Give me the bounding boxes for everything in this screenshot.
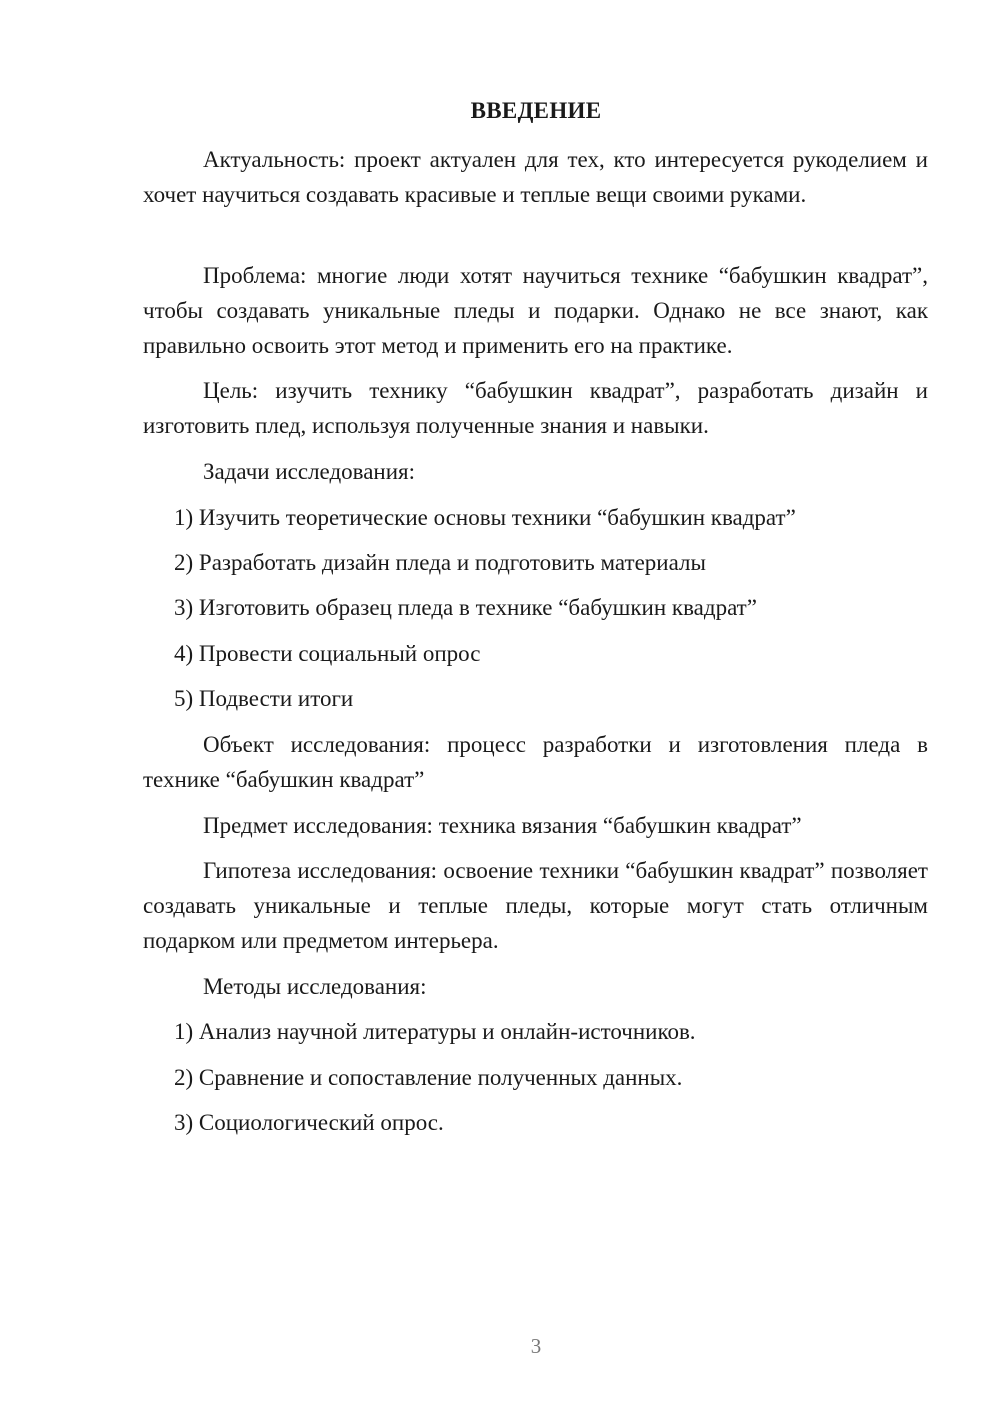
page-title: ВВЕДЕНИЕ bbox=[470, 98, 602, 123]
problem-paragraph: Проблема: многие люди хотят научиться технике “бабушкин квадрат”, чтобы создавать уникальные пледы и подарки. Однако не все знают, как правильно освоить этот метод и применить его на практике. bbox=[143, 263, 928, 358]
task-item: 1) Изучить теоретические основы техники “бабушкин квадрат” bbox=[174, 505, 796, 530]
task-item: 5) Подвести итоги bbox=[174, 686, 354, 711]
task-item: 2) Разработать дизайн пледа и подготовить материалы bbox=[174, 550, 706, 575]
methods-heading: Методы исследования: bbox=[203, 974, 427, 999]
task-item: 3) Изготовить образец пледа в технике “бабушкин квадрат” bbox=[174, 595, 757, 620]
task-item: 4) Провести социальный опрос bbox=[174, 641, 481, 666]
method-item: 2) Сравнение и сопоставление полученных данных. bbox=[174, 1065, 683, 1090]
method-item: 3) Социологический опрос. bbox=[174, 1110, 444, 1135]
hypothesis-paragraph: Гипотеза исследования: освоение техники “бабушкин квадрат” позволяет создавать уникальные и теплые пледы, которые могут стать отличным подарком или предметом интерьера. bbox=[143, 858, 928, 953]
goal-paragraph: Цель: изучить технику “бабушкин квадрат”, разработать дизайн и изготовить плед, используя полученные знания и навыки. bbox=[143, 378, 928, 438]
subject-paragraph: Предмет исследования: техника вязания “бабушкин квадрат” bbox=[203, 813, 802, 838]
relevance-paragraph: Актуальность: проект актуален для тех, кто интересуется рукоделием и хочет научиться создавать красивые и теплые вещи своими руками. bbox=[143, 147, 928, 207]
object-paragraph: Объект исследования: процесс разработки и изготовления пледа в технике “бабушкин квадрат” bbox=[143, 732, 928, 792]
tasks-heading: Задачи исследования: bbox=[203, 459, 416, 484]
method-item: 1) Анализ научной литературы и онлайн-источников. bbox=[174, 1019, 696, 1044]
page-number: 3 bbox=[530, 1334, 542, 1358]
